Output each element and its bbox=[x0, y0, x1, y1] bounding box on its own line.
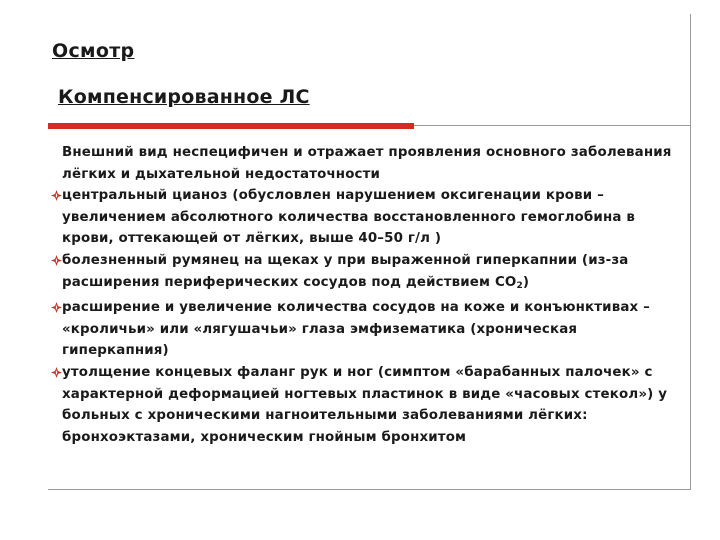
bullet-text: расширение и увеличение количества сосудов на коже и конъюнктивах – «кроличьи» или «лягушачьи» глаза эмфизематика (хроническая гиперкапния) bbox=[62, 300, 650, 359]
bullet-text: центральный цианоз (обусловлен нарушением оксигенации крови – увеличением абсолютного количества восстановленного гемоглобина в крови, оттекающей от лёгких, выше 40–50 г/л ) bbox=[62, 188, 635, 247]
bullet-item-clubbing bbox=[62, 362, 682, 448]
right-border-line bbox=[690, 14, 691, 490]
bottom-border-line bbox=[48, 489, 690, 490]
bullet-item-flush bbox=[62, 250, 682, 297]
bullet-item-cyanosis bbox=[62, 185, 682, 250]
title-accent-bar bbox=[48, 123, 414, 129]
co2-subscript: 2 bbox=[516, 280, 523, 291]
slide-body bbox=[62, 142, 682, 448]
intro-paragraph: Внешний вид неспецифичен и отражает проявления основного заболевания лёгких и дыхательной недостаточности bbox=[62, 145, 672, 182]
bullet-text: утолщение концевых фаланг рук и ног (симптом «барабанных палочек» с характерной деформацией ногтевых пластинок в виде «часовых стекол») у больных с хроническими нагноительными заболеваниями лёгких: бронхоэктазами, хроническим гнойным бронхитом bbox=[62, 364, 668, 445]
bullet-item-vessels bbox=[62, 297, 682, 362]
slide-subheading: Компенсированное ЛС bbox=[58, 86, 310, 108]
bullet-text-end: ) bbox=[522, 274, 530, 290]
bullet-text: болезненный румянец на щеках у при выраженной гиперкапнии (из-за расширения периферических сосудов под действием CO bbox=[62, 252, 629, 290]
slide-heading: Осмотр bbox=[52, 40, 135, 62]
